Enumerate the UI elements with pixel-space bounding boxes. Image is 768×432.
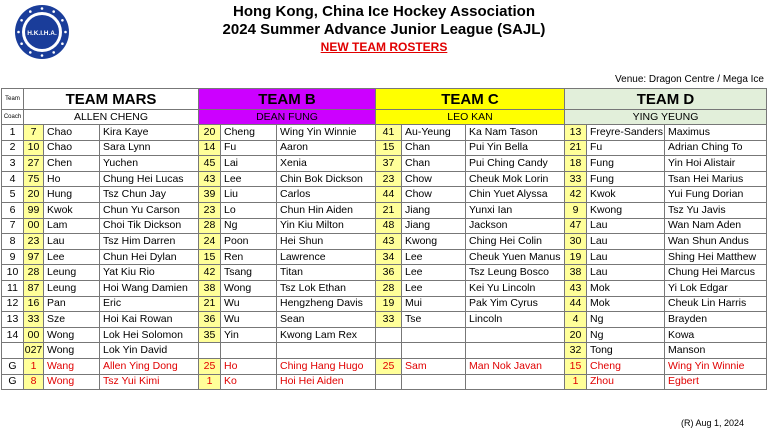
roster-table xyxy=(1,88,767,390)
team-d-jersey-number: 47 xyxy=(565,218,587,234)
team-b-first-name: Chun Hin Aiden xyxy=(277,202,376,218)
team-mars-last-name: Leung xyxy=(44,265,100,281)
team-d-last-name: Cheng xyxy=(587,358,665,374)
team-b-last-name: Yin xyxy=(221,327,277,343)
team-c-jersey-number: 25 xyxy=(376,358,402,374)
team-mars-last-name: Lau xyxy=(44,234,100,250)
team-c-first-name: Chin Yuet Alyssa xyxy=(466,187,565,203)
team-b-jersey-number: 45 xyxy=(199,156,221,172)
team-mars-jersey-number: 027 xyxy=(24,343,44,359)
row-number: 6 xyxy=(2,202,24,218)
team-d-jersey-number: 18 xyxy=(565,156,587,172)
team-mars-jersey-number: 75 xyxy=(24,171,44,187)
team-b-jersey-number xyxy=(199,343,221,359)
team-d-last-name: Lau xyxy=(587,218,665,234)
coach-name-b: DEAN FUNG xyxy=(199,110,376,125)
coach-label: Coach xyxy=(2,110,24,125)
team-d-last-name: Lau xyxy=(587,265,665,281)
team-b-first-name: Kwong Lam Rex xyxy=(277,327,376,343)
player-row xyxy=(2,187,767,203)
coach-name-mars: ALLEN CHENG xyxy=(24,110,199,125)
team-c-first-name: Ching Hei Colin xyxy=(466,234,565,250)
team-d-last-name: Tong xyxy=(587,343,665,359)
team-b-first-name: Sean xyxy=(277,312,376,328)
team-d-jersey-number: 13 xyxy=(565,125,587,141)
team-c-jersey-number: 43 xyxy=(376,234,402,250)
team-mars-last-name: Sze xyxy=(44,312,100,328)
team-d-first-name: Manson xyxy=(665,343,767,359)
team-c-jersey-number xyxy=(376,327,402,343)
team-name-d: TEAM D xyxy=(565,89,767,110)
team-mars-first-name: Hoi Wang Damien xyxy=(100,280,199,296)
team-b-last-name: Wu xyxy=(221,296,277,312)
team-c-first-name: Cheuk Mok Lorin xyxy=(466,171,565,187)
team-c-jersey-number: 33 xyxy=(376,312,402,328)
team-d-jersey-number: 42 xyxy=(565,187,587,203)
team-d-last-name: Fu xyxy=(587,140,665,156)
row-number xyxy=(2,343,24,359)
row-number: 13 xyxy=(2,312,24,328)
team-mars-first-name: Lok Hei Solomon xyxy=(100,327,199,343)
row-number: G xyxy=(2,358,24,374)
player-row xyxy=(2,125,767,141)
team-mars-first-name: Chun Hei Dylan xyxy=(100,249,199,265)
team-b-last-name: Cheng xyxy=(221,125,277,141)
team-b-jersey-number: 28 xyxy=(199,218,221,234)
team-mars-first-name: Chun Yu Carson xyxy=(100,202,199,218)
player-row xyxy=(2,202,767,218)
team-d-last-name: Ng xyxy=(587,312,665,328)
team-c-jersey-number: 23 xyxy=(376,171,402,187)
team-c-last-name: Lee xyxy=(402,265,466,281)
team-d-first-name: Cheuk Lin Harris xyxy=(665,296,767,312)
team-mars-jersey-number: 28 xyxy=(24,265,44,281)
team-mars-first-name: Choi Tik Dickson xyxy=(100,218,199,234)
player-row xyxy=(2,327,767,343)
row-number: 14 xyxy=(2,327,24,343)
team-label: Team xyxy=(2,89,24,110)
team-c-jersey-number: 44 xyxy=(376,187,402,203)
logo-text: H.K.I.H.A. xyxy=(27,30,57,37)
team-c-last-name: Chow xyxy=(402,187,466,203)
team-mars-first-name: Eric xyxy=(100,296,199,312)
team-d-jersey-number: 30 xyxy=(565,234,587,250)
row-number: 9 xyxy=(2,249,24,265)
team-c-last-name: Tse xyxy=(402,312,466,328)
team-d-jersey-number: 19 xyxy=(565,249,587,265)
team-c-last-name: Chan xyxy=(402,156,466,172)
row-number: 10 xyxy=(2,265,24,281)
team-d-jersey-number: 1 xyxy=(565,374,587,390)
team-d-first-name: Adrian Ching To xyxy=(665,140,767,156)
row-number: 1 xyxy=(2,125,24,141)
team-mars-first-name: Hoi Kai Rowan xyxy=(100,312,199,328)
team-b-first-name: Hoi Hei Aiden xyxy=(277,374,376,390)
team-c-first-name: Kei Yu Lincoln xyxy=(466,280,565,296)
team-b-last-name: Tsang xyxy=(221,265,277,281)
row-number: 8 xyxy=(2,234,24,250)
team-mars-jersey-number: 20 xyxy=(24,187,44,203)
team-d-last-name: Zhou xyxy=(587,374,665,390)
team-mars-first-name: Allen Ying Dong xyxy=(100,358,199,374)
team-c-first-name: Man Nok Javan xyxy=(466,358,565,374)
team-d-first-name: Yui Fung Dorian xyxy=(665,187,767,203)
player-row xyxy=(2,171,767,187)
coach-name-d: YING YEUNG xyxy=(565,110,767,125)
team-mars-jersey-number: 1 xyxy=(24,358,44,374)
team-name-c: TEAM C xyxy=(376,89,565,110)
team-b-first-name: Xenia xyxy=(277,156,376,172)
team-d-first-name: Wan Shun Andus xyxy=(665,234,767,250)
team-c-last-name: Mui xyxy=(402,296,466,312)
team-d-jersey-number: 21 xyxy=(565,140,587,156)
team-mars-last-name: Wong xyxy=(44,343,100,359)
team-b-last-name: Liu xyxy=(221,187,277,203)
team-c-first-name: Lincoln xyxy=(466,312,565,328)
team-b-jersey-number: 42 xyxy=(199,265,221,281)
team-mars-last-name: Hung xyxy=(44,187,100,203)
team-b-last-name: Wong xyxy=(221,280,277,296)
team-mars-last-name: Chen xyxy=(44,156,100,172)
team-d-jersey-number: 20 xyxy=(565,327,587,343)
team-d-last-name: Fung xyxy=(587,171,665,187)
team-d-last-name: Mok xyxy=(587,296,665,312)
team-mars-jersey-number: 8 xyxy=(24,374,44,390)
revision-date: (R) Aug 1, 2024 xyxy=(680,418,744,428)
team-c-last-name: Chan xyxy=(402,140,466,156)
team-mars-first-name: Tsz Chun Jay xyxy=(100,187,199,203)
team-b-first-name: Tsz Lok Ethan xyxy=(277,280,376,296)
team-c-jersey-number: 15 xyxy=(376,140,402,156)
player-row xyxy=(2,156,767,172)
team-mars-first-name: Chung Hei Lucas xyxy=(100,171,199,187)
team-d-first-name: Chung Hei Marcus xyxy=(665,265,767,281)
team-d-first-name: Wan Nam Aden xyxy=(665,218,767,234)
team-c-first-name: Pui Yin Bella xyxy=(466,140,565,156)
page-subtitle: 2024 Summer Advance Junior League (SAJL) xyxy=(222,21,546,38)
team-b-first-name xyxy=(277,343,376,359)
team-b-first-name: Lawrence xyxy=(277,249,376,265)
team-mars-jersey-number: 7 xyxy=(24,125,44,141)
team-b-last-name: Ho xyxy=(221,358,277,374)
team-c-first-name: Cheuk Yuen Manus xyxy=(466,249,565,265)
team-b-jersey-number: 36 xyxy=(199,312,221,328)
team-b-last-name: Wu xyxy=(221,312,277,328)
team-c-jersey-number: 21 xyxy=(376,202,402,218)
team-c-jersey-number: 48 xyxy=(376,218,402,234)
team-d-first-name: Wing Yin Winnie xyxy=(665,358,767,374)
team-d-jersey-number: 4 xyxy=(565,312,587,328)
team-d-last-name: Mok xyxy=(587,280,665,296)
player-row xyxy=(2,234,767,250)
team-c-first-name xyxy=(466,327,565,343)
row-number: 11 xyxy=(2,280,24,296)
team-b-jersey-number: 35 xyxy=(199,327,221,343)
team-mars-last-name: Wong xyxy=(44,374,100,390)
team-mars-first-name: Lok Yin David xyxy=(100,343,199,359)
team-d-jersey-number: 43 xyxy=(565,280,587,296)
team-d-jersey-number: 33 xyxy=(565,171,587,187)
team-b-first-name: Aaron xyxy=(277,140,376,156)
row-number: 5 xyxy=(2,187,24,203)
team-name-row xyxy=(2,89,767,110)
team-mars-last-name: Leung xyxy=(44,280,100,296)
section-title: NEW TEAM ROSTERS xyxy=(320,40,448,54)
team-d-last-name: Ng xyxy=(587,327,665,343)
team-c-last-name: Chow xyxy=(402,171,466,187)
team-mars-jersey-number: 00 xyxy=(24,327,44,343)
team-b-last-name: Poon xyxy=(221,234,277,250)
team-d-jersey-number: 15 xyxy=(565,358,587,374)
team-d-last-name: Kwong xyxy=(587,202,665,218)
team-b-jersey-number: 39 xyxy=(199,187,221,203)
team-b-last-name xyxy=(221,343,277,359)
team-b-first-name: Carlos xyxy=(277,187,376,203)
team-d-last-name: Lau xyxy=(587,234,665,250)
coach-row xyxy=(2,110,767,125)
team-b-first-name: Yin Kiu Milton xyxy=(277,218,376,234)
team-mars-jersey-number: 97 xyxy=(24,249,44,265)
team-mars-first-name: Yat Kiu Rio xyxy=(100,265,199,281)
player-row xyxy=(2,140,767,156)
team-c-first-name: Jackson xyxy=(466,218,565,234)
team-d-first-name: Egbert xyxy=(665,374,767,390)
team-b-jersey-number: 25 xyxy=(199,358,221,374)
player-row xyxy=(2,280,767,296)
player-row xyxy=(2,296,767,312)
team-b-jersey-number: 21 xyxy=(199,296,221,312)
team-mars-last-name: Pan xyxy=(44,296,100,312)
team-c-jersey-number: 36 xyxy=(376,265,402,281)
team-b-last-name: Lai xyxy=(221,156,277,172)
team-c-jersey-number: 37 xyxy=(376,156,402,172)
team-c-last-name: Sam xyxy=(402,358,466,374)
team-mars-last-name: Wang xyxy=(44,358,100,374)
team-b-jersey-number: 15 xyxy=(199,249,221,265)
goalie-row xyxy=(2,374,767,390)
team-mars-jersey-number: 33 xyxy=(24,312,44,328)
coach-name-c: LEO KAN xyxy=(376,110,565,125)
team-mars-last-name: Ho xyxy=(44,171,100,187)
team-c-last-name xyxy=(402,343,466,359)
team-c-jersey-number: 34 xyxy=(376,249,402,265)
row-number: 12 xyxy=(2,296,24,312)
team-b-first-name: Hengzheng Davis xyxy=(277,296,376,312)
team-b-jersey-number: 38 xyxy=(199,280,221,296)
team-mars-last-name: Chao xyxy=(44,125,100,141)
team-b-first-name: Hei Shun xyxy=(277,234,376,250)
team-mars-last-name: Chao xyxy=(44,140,100,156)
team-b-first-name: Ching Hang Hugo xyxy=(277,358,376,374)
team-c-first-name xyxy=(466,343,565,359)
team-mars-jersey-number: 27 xyxy=(24,156,44,172)
team-b-first-name: Titan xyxy=(277,265,376,281)
team-mars-last-name: Lee xyxy=(44,249,100,265)
team-c-first-name: Tsz Leung Bosco xyxy=(466,265,565,281)
team-mars-jersey-number: 16 xyxy=(24,296,44,312)
team-mars-jersey-number: 99 xyxy=(24,202,44,218)
team-mars-first-name: Tsz Yui Kimi xyxy=(100,374,199,390)
team-b-jersey-number: 14 xyxy=(199,140,221,156)
team-b-last-name: Ng xyxy=(221,218,277,234)
venue-label: Venue: Dragon Centre / Mega Ice xyxy=(615,74,764,85)
team-b-jersey-number: 1 xyxy=(199,374,221,390)
team-d-last-name: Lau xyxy=(587,249,665,265)
team-c-jersey-number: 19 xyxy=(376,296,402,312)
team-c-last-name: Au-Yeung xyxy=(402,125,466,141)
team-c-last-name: Lee xyxy=(402,249,466,265)
team-d-first-name: Yi Lok Edgar xyxy=(665,280,767,296)
team-d-first-name: Kowa xyxy=(665,327,767,343)
goalie-row xyxy=(2,358,767,374)
team-b-first-name: Wing Yin Winnie xyxy=(277,125,376,141)
team-b-jersey-number: 24 xyxy=(199,234,221,250)
team-d-first-name: Brayden xyxy=(665,312,767,328)
row-number: 2 xyxy=(2,140,24,156)
team-c-last-name: Jiang xyxy=(402,202,466,218)
team-b-jersey-number: 43 xyxy=(199,171,221,187)
team-d-jersey-number: 32 xyxy=(565,343,587,359)
team-name-b: TEAM B xyxy=(199,89,376,110)
team-b-last-name: Lee xyxy=(221,171,277,187)
team-c-last-name: Kwong xyxy=(402,234,466,250)
team-d-jersey-number: 38 xyxy=(565,265,587,281)
page-title: Hong Kong, China Ice Hockey Association xyxy=(233,3,535,20)
team-c-jersey-number xyxy=(376,374,402,390)
team-name-mars: TEAM MARS xyxy=(24,89,199,110)
team-c-first-name: Yunxi Ian xyxy=(466,202,565,218)
team-b-first-name: Chin Bok Dickson xyxy=(277,171,376,187)
team-b-jersey-number: 20 xyxy=(199,125,221,141)
team-d-first-name: Yin Hoi Alistair xyxy=(665,156,767,172)
row-number: 4 xyxy=(2,171,24,187)
team-d-first-name: Maximus xyxy=(665,125,767,141)
player-row xyxy=(2,312,767,328)
team-mars-first-name: Tsz Him Darren xyxy=(100,234,199,250)
team-d-jersey-number: 44 xyxy=(565,296,587,312)
team-mars-first-name: Sara Lynn xyxy=(100,140,199,156)
team-c-first-name xyxy=(466,374,565,390)
team-c-jersey-number: 28 xyxy=(376,280,402,296)
team-d-last-name: Kwok xyxy=(587,187,665,203)
team-c-last-name: Jiang xyxy=(402,218,466,234)
team-b-last-name: Fu xyxy=(221,140,277,156)
team-c-last-name: Lee xyxy=(402,280,466,296)
team-c-last-name xyxy=(402,327,466,343)
team-d-jersey-number: 9 xyxy=(565,202,587,218)
team-d-first-name: Tsan Hei Marius xyxy=(665,171,767,187)
player-row xyxy=(2,218,767,234)
team-mars-first-name: Kira Kaye xyxy=(100,125,199,141)
team-c-last-name xyxy=(402,374,466,390)
player-row xyxy=(2,265,767,281)
player-row xyxy=(2,249,767,265)
team-mars-jersey-number: 23 xyxy=(24,234,44,250)
team-c-first-name: Pak Yim Cyrus xyxy=(466,296,565,312)
team-c-first-name: Ka Nam Tason xyxy=(466,125,565,141)
team-d-first-name: Shing Hei Matthew xyxy=(665,249,767,265)
team-c-first-name: Pui Ching Candy xyxy=(466,156,565,172)
row-number: 7 xyxy=(2,218,24,234)
team-c-jersey-number xyxy=(376,343,402,359)
player-row xyxy=(2,343,767,359)
team-mars-jersey-number: 00 xyxy=(24,218,44,234)
team-mars-last-name: Lam xyxy=(44,218,100,234)
team-mars-last-name: Kwok xyxy=(44,202,100,218)
team-b-last-name: Ren xyxy=(221,249,277,265)
team-d-last-name: Freyre-Sanders xyxy=(587,125,665,141)
team-d-last-name: Fung xyxy=(587,156,665,172)
team-b-last-name: Lo xyxy=(221,202,277,218)
team-d-first-name: Tsz Yu Javis xyxy=(665,202,767,218)
team-mars-first-name: Yuchen xyxy=(100,156,199,172)
team-c-jersey-number: 41 xyxy=(376,125,402,141)
team-mars-last-name: Wong xyxy=(44,327,100,343)
row-number: G xyxy=(2,374,24,390)
team-b-jersey-number: 23 xyxy=(199,202,221,218)
row-number: 3 xyxy=(2,156,24,172)
team-mars-jersey-number: 10 xyxy=(24,140,44,156)
team-b-last-name: Ko xyxy=(221,374,277,390)
team-mars-jersey-number: 87 xyxy=(24,280,44,296)
